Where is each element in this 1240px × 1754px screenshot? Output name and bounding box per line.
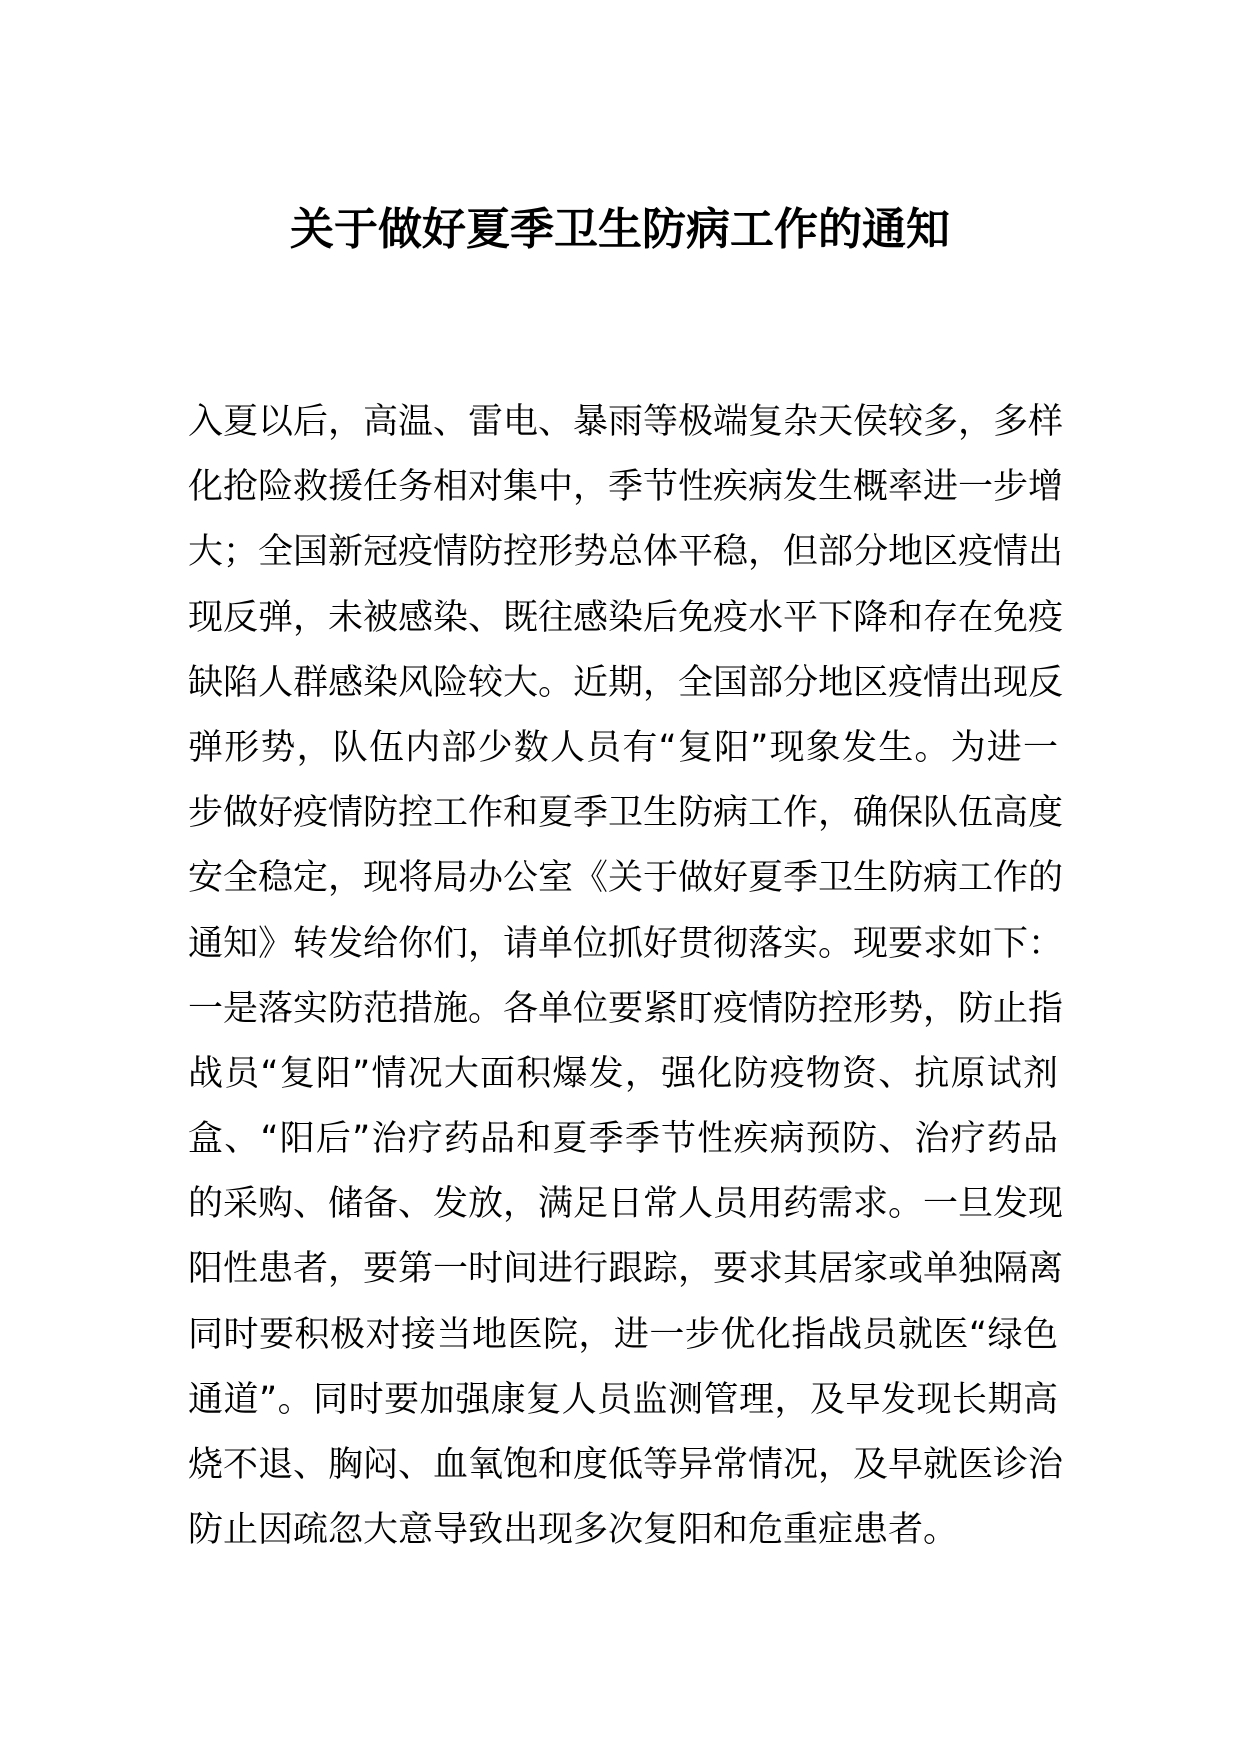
body-line: 一是落实防范措施。各单位要紧盯疫情防控形势，防止指	[188, 988, 1064, 1029]
body-line: 入夏以后，高温、雷电、暴雨等极端复杂天侯较多，多样	[188, 402, 1064, 442]
body-line: 战员“复阳”情况大面积爆发，强化防疫物资、抗原试剂	[188, 1053, 1058, 1094]
body-line: 盒、“阳后”治疗药品和夏季季节性疾病预防、治疗药品	[188, 1119, 1058, 1160]
body-line: 烧不退、胸闷、血氧饱和度低等异常情况，及早就医诊治	[188, 1445, 1064, 1485]
body-line: 同时要积极对接当地医院，进一步优化指战员就医“绿色	[188, 1314, 1058, 1355]
document-body	[188, 390, 1064, 1563]
body-line: 缺陷人群感染风险较大。近期，全国部分地区疫情出现反	[188, 662, 1064, 703]
body-line: 化抢险救援任务相对集中，季节性疾病发生概率进一步增	[188, 467, 1064, 508]
body-line: 通道”。同时要加强康复人员监测管理，及早发现长期高	[188, 1379, 1058, 1420]
body-line: 防止因疏忽大意导致出现多次复阳和危重症患者。	[188, 1510, 959, 1551]
body-line: 阳性患者，要第一时间进行跟踪，要求其居家或单独隔离	[188, 1249, 1064, 1290]
body-line: 通知》转发给你们，请单位抓好贯彻落实。现要求如下：	[188, 923, 1064, 964]
body-line: 现反弹，未被感染、既往感染后免疫水平下降和存在免疫	[188, 597, 1064, 638]
body-line: 的采购、储备、发放，满足日常人员用药需求。一旦发现	[188, 1184, 1064, 1225]
body-line: 弹形势，队伍内部少数人员有“复阳”现象发生。为进一	[188, 727, 1058, 768]
document-title: 关于做好夏季卫生防病工作的通知	[290, 204, 950, 255]
body-line: 大；全国新冠疫情防控形势总体平稳，但部分地区疫情出	[188, 532, 1064, 573]
body-line: 安全稳定，现将局办公室《关于做好夏季卫生防病工作的	[188, 858, 1064, 899]
body-line: 步做好疫情防控工作和夏季卫生防病工作，确保队伍高度	[188, 793, 1064, 834]
